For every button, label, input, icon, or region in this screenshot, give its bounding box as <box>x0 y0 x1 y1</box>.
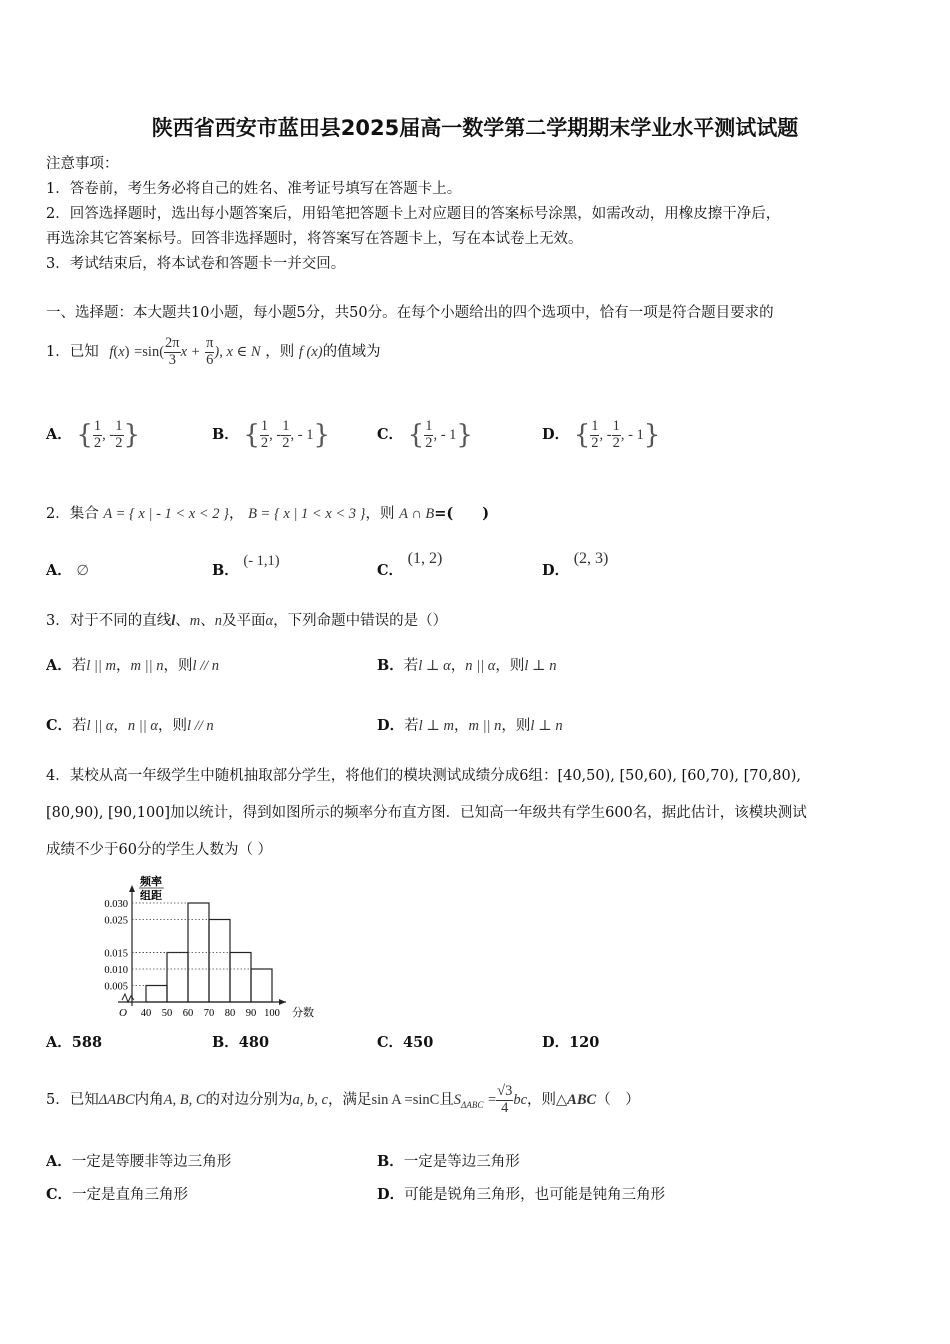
q4-b-value: 480 <box>238 1034 270 1051</box>
numerator: 1 <box>93 418 102 435</box>
q5-frac <box>496 1084 513 1115</box>
denominator: 2 <box>260 434 269 451</box>
q5-eq: = <box>487 1092 497 1108</box>
y-tick-label: 0.010 <box>104 965 128 976</box>
q5-text-3: ，满足 <box>327 1092 372 1108</box>
q1-a-frac2 <box>114 419 123 450</box>
premise-1: l || α <box>86 718 114 734</box>
x-axis-label: 分数 <box>292 1007 314 1019</box>
q4-line-3: 成绩不少于60分的学生人数为（ ） <box>46 842 273 858</box>
q1-option-a[interactable] <box>46 410 140 460</box>
q1-option-d[interactable] <box>542 410 660 460</box>
q2-b-value: (- 1,1) <box>243 553 280 569</box>
q4-c-value: 450 <box>403 1034 434 1051</box>
premise-1: l ⊥ m <box>418 718 454 734</box>
histogram-bar <box>146 986 167 1003</box>
q5-d-label: D． <box>377 1186 405 1203</box>
comma: ， <box>453 718 469 734</box>
numerator: 1 <box>612 418 620 435</box>
q5-c-text: 一定是直角三角形 <box>72 1187 189 1203</box>
y-tick-label: 0.015 <box>104 948 128 960</box>
set-open-brace: { <box>573 420 591 450</box>
q4-option-a[interactable] <box>46 1031 102 1052</box>
denominator: 2 <box>282 434 290 451</box>
q2-end: =( ) <box>434 505 490 522</box>
q1-b-label: B． <box>212 426 239 443</box>
set-close-brace: } <box>313 420 331 450</box>
q2-c-value: (1, 2) <box>407 550 443 567</box>
comma: ， <box>450 658 466 674</box>
q1-option-b[interactable] <box>212 410 330 460</box>
premise-1: l || m <box>86 658 116 674</box>
q2-option-d[interactable] <box>542 550 609 586</box>
conclusion: l // n <box>187 718 214 734</box>
if: 若 <box>72 718 87 734</box>
q5-paren: （ ） <box>596 1092 640 1108</box>
q5-text-1: 内角 <box>134 1092 164 1108</box>
q1-frac2-den: 6 <box>206 351 214 368</box>
q4-line-2: [80,90), [90,100]加以统计，得到如图所示的频率分布直方图．已知高一年级共有学生600名，据此估计，该模块测试 <box>46 805 807 821</box>
q3-l: l <box>171 613 176 629</box>
q1-option-c[interactable] <box>377 410 473 460</box>
denominator: 4 <box>501 1099 509 1116</box>
q2-c-label: C． <box>377 562 404 579</box>
set-close-brace: } <box>456 420 473 450</box>
sep: , - <box>102 427 115 443</box>
q1-frac-1 <box>164 336 181 367</box>
conclusion: l ⊥ n <box>530 718 563 734</box>
premise-2: n || α <box>465 658 496 674</box>
then: ，则 <box>495 658 525 674</box>
q1-frac2-num: π <box>206 335 214 352</box>
premise-2: m || n <box>130 658 164 674</box>
question-2 <box>46 496 489 532</box>
origin-label: O <box>119 1007 127 1019</box>
note-item-2a: 2．回答选择题时，选出每小题答案后，用铅笔把答题卡上对应题目的答案标号涂黑，如需改动，用橡皮擦干净后， <box>46 206 781 222</box>
note-item-2b: 再选涂其它答案标号。回答非选择题时，将答案写在答题卡上，写在本试卷上无效。 <box>46 231 583 247</box>
q5-option-c[interactable] <box>46 1183 188 1204</box>
x-tick-label: 50 <box>161 1008 173 1019</box>
q2-prefix: 2．集合 <box>46 506 99 522</box>
q3-a-label: A． <box>46 657 72 674</box>
q5-b-text: 一定是等边三角形 <box>403 1154 520 1170</box>
q2-option-b[interactable] <box>212 553 280 586</box>
sep: , - <box>269 427 282 443</box>
then: ，则 <box>501 718 531 734</box>
q3-d-label: D． <box>377 717 405 734</box>
numerator: 1 <box>425 418 433 435</box>
numerator: 1 <box>282 418 290 435</box>
q4-line-1: 4．某校从高一年级学生中随机抽取部分学生，将他们的模块测试成绩分成6组：[40,50), [50,60), [60,70), [70,80), <box>46 768 802 784</box>
q3-sep-2: 、 <box>200 613 215 629</box>
q1-d-frac2 <box>612 419 621 450</box>
then: ，则 <box>163 658 193 674</box>
if: 若 <box>71 658 87 674</box>
denominator: 2 <box>115 434 123 451</box>
q3-option-c[interactable] <box>46 711 214 741</box>
comma: ， <box>113 718 128 734</box>
q1-then: ，则 <box>265 344 295 360</box>
q1-eq: =sin( <box>134 344 165 360</box>
denominator: 2 <box>591 434 599 451</box>
q3-option-d[interactable] <box>377 711 563 741</box>
q2-d-label: D． <box>542 562 570 579</box>
q5-text-4: ，则 <box>527 1092 557 1108</box>
premise-1: l ⊥ α <box>418 658 451 674</box>
q5-text-2: 的对边分别为 <box>205 1092 293 1108</box>
q2-set-b: B = { x | 1 < x < 3 } <box>248 506 366 522</box>
q3-text-3: ，下列命题中错误的是（） <box>273 613 448 629</box>
q3-option-b[interactable] <box>377 651 557 681</box>
q3-sep-1: 、 <box>175 613 190 629</box>
q5-d-text: 可能是锐角三角形，也可能是钝角三角形 <box>404 1187 666 1203</box>
q5-and: 且 <box>439 1092 454 1108</box>
q5-option-d[interactable] <box>377 1183 665 1204</box>
q1-plus: x + <box>180 344 201 360</box>
q2-then: ，则 <box>365 506 395 522</box>
q5-a-label: A． <box>46 1153 72 1170</box>
histogram-bar <box>209 920 230 1003</box>
q5-triangle: ΔABC <box>98 1092 135 1108</box>
q3-b-label: B． <box>377 657 404 674</box>
q1-b-frac2 <box>281 419 290 450</box>
q1-frac1-num: 2π <box>165 335 180 352</box>
q2-d-value: (2, 3) <box>573 550 609 567</box>
denominator: 2 <box>425 434 433 451</box>
if: 若 <box>404 718 419 734</box>
q4-d-label: D． <box>542 1034 570 1051</box>
page-title: 陕西省西安市蓝田县2025届高一数学第二学期期末学业水平测试试题 <box>151 116 799 140</box>
sep: , - <box>599 427 612 443</box>
if: 若 <box>403 658 419 674</box>
q5-a-text: 一定是等腰非等边三角形 <box>71 1154 232 1170</box>
then: ，则 <box>158 718 188 734</box>
q3-n: n <box>214 613 222 629</box>
q4-option-b[interactable] <box>212 1031 269 1052</box>
y-label-top: 频率 <box>140 876 162 888</box>
set-open-brace: { <box>243 420 260 450</box>
frequency-histogram <box>60 875 320 1025</box>
y-axis-arrow <box>129 885 135 892</box>
q3-option-a[interactable] <box>46 651 219 681</box>
premise-2: m || n <box>468 718 502 734</box>
q5-sides: a, b, c <box>292 1092 328 1108</box>
x-tick-label: 40 <box>140 1008 152 1019</box>
conclusion: l // n <box>192 658 220 674</box>
q5-triangle-2: △ABC <box>556 1092 597 1108</box>
neg-one: , - 1 <box>620 427 644 443</box>
q5-area-S: S <box>453 1092 462 1108</box>
denominator: 2 <box>93 434 102 451</box>
q2-set-a: A = { x | - 1 < x < 2 } <box>103 506 229 522</box>
q5-bc: bc <box>513 1092 528 1108</box>
q1-d-label: D． <box>542 426 570 443</box>
note-item-1: 1．答卷前，考生务必将自己的姓名、准考证号填写在答题卡上。 <box>46 181 462 197</box>
q2-a-value: ∅ <box>76 563 90 579</box>
q2-intersection: A ∩ B <box>399 506 435 522</box>
set-close-brace: } <box>643 420 661 450</box>
q5-option-a[interactable] <box>46 1150 231 1171</box>
q3-text-1: 3．对于不同的直线 <box>46 613 172 629</box>
q1-a-frac1 <box>93 419 102 450</box>
q2-b-label: B． <box>212 562 239 579</box>
q5-b-label: B． <box>377 1153 404 1170</box>
numerator: 1 <box>115 418 123 435</box>
question-1 <box>46 327 381 377</box>
q4-option-c[interactable] <box>377 1031 433 1052</box>
q4-c-label: C． <box>377 1034 404 1051</box>
q2-option-c[interactable] <box>377 550 443 586</box>
denominator: 2 <box>612 434 620 451</box>
section-heading: 一、选择题：本大题共10小题，每小题5分，共50分。在每个小题给出的四个选项中，恰有一项是符合题目要求的 <box>46 305 774 321</box>
y-tick-label: 0.030 <box>104 899 128 910</box>
q3-m: m <box>189 613 201 629</box>
q5-option-b[interactable] <box>377 1150 520 1171</box>
set-open-brace: { <box>407 420 425 450</box>
q1-c-label: C． <box>377 426 404 443</box>
q2-comma: ， <box>228 506 244 522</box>
q1-close: ), x ∈ N <box>214 344 261 360</box>
x-tick-label: 70 <box>203 1008 215 1019</box>
q2-a-label: A． <box>46 562 72 579</box>
question-5 <box>46 1068 640 1137</box>
q4-a-value: 588 <box>71 1034 103 1051</box>
set-close-brace: } <box>123 420 141 450</box>
x-tick-label: 90 <box>245 1008 257 1019</box>
q5-area-sub: ΔABC <box>461 1099 484 1110</box>
q1-a-label: A． <box>46 426 72 443</box>
q3-alpha: α <box>265 613 274 629</box>
q2-option-a[interactable] <box>46 556 89 586</box>
q4-option-d[interactable] <box>542 1031 599 1052</box>
set-open-brace: { <box>76 420 93 450</box>
q3-text-2: 及平面 <box>222 613 266 629</box>
q5-c-label: C． <box>46 1186 73 1203</box>
y-tick-label: 0.005 <box>104 981 128 993</box>
q1-f: f <box>109 344 114 360</box>
q3-c-label: C． <box>46 717 73 734</box>
q1-range: 的值域为 <box>322 344 381 360</box>
neg-one: , - 1 <box>433 427 457 443</box>
notes-heading: 注意事项： <box>46 156 119 172</box>
histogram-bar <box>167 953 188 1003</box>
q1-paren-x: (x) <box>113 344 130 360</box>
q1-x: x <box>118 344 125 360</box>
y-label-bottom: 组距 <box>140 890 162 902</box>
premise-2: n || α <box>127 718 159 734</box>
neg-one: , - 1 <box>290 427 314 443</box>
q4-b-label: B． <box>212 1034 239 1051</box>
numerator: √3 <box>497 1083 513 1100</box>
q4-d-value: 120 <box>569 1034 600 1051</box>
q1-b-frac1 <box>260 419 269 450</box>
x-tick-label: 80 <box>224 1008 236 1019</box>
q4-a-label: A． <box>46 1034 72 1051</box>
numerator: 1 <box>260 418 269 435</box>
q5-angles: A, B, C <box>163 1092 206 1108</box>
histogram-bar <box>230 953 251 1003</box>
x-axis-arrow <box>279 999 286 1005</box>
conclusion: l ⊥ n <box>524 658 557 674</box>
x-tick-label: 100 <box>264 1008 280 1019</box>
q5-condition-1: sin A =sinC <box>371 1092 440 1108</box>
q1-fx: f (x) <box>298 344 323 360</box>
note-item-3: 3．考试结束后，将本试卷和答题卡一并交回。 <box>46 256 346 272</box>
q5-prefix: 5．已知 <box>46 1092 99 1108</box>
y-tick-label: 0.025 <box>104 915 128 927</box>
q1-prefix: 1．已知 <box>46 344 99 360</box>
numerator: 1 <box>591 418 599 435</box>
histogram-bar <box>251 969 272 1002</box>
q1-frac1-den: 3 <box>168 351 176 368</box>
comma: ， <box>116 658 131 674</box>
x-tick-label: 60 <box>182 1008 194 1019</box>
question-3 <box>46 606 447 636</box>
